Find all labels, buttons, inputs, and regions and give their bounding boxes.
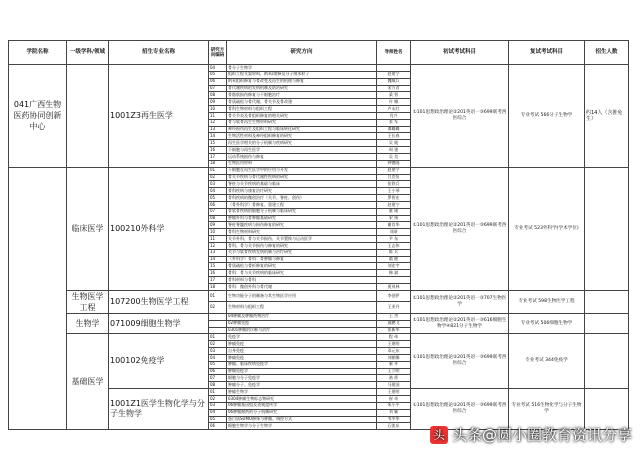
discipline-cell: 临床医学 bbox=[67, 167, 109, 290]
research-direction: 肿瘤免疫 bbox=[227, 354, 377, 361]
research-direction: 骨关节炎及骨组织修复的相关研究 bbox=[227, 112, 377, 119]
enrollment-count bbox=[585, 167, 629, 290]
supervisor-name: 吴 昊 bbox=[377, 153, 411, 160]
dir-code: 08 bbox=[209, 382, 227, 389]
discipline-cell: 生物学 bbox=[67, 313, 109, 334]
header-enrollment: 招生人数 bbox=[585, 41, 629, 65]
research-direction: 关节与软骨疾病发病机制与治疗研究 bbox=[227, 249, 377, 256]
research-direction: （骨外科学）骨修复、重建工程 bbox=[227, 201, 377, 208]
header-direction: 研究方向 bbox=[227, 41, 377, 65]
research-direction: 肿瘤外科与骨肿瘤基础研究 bbox=[227, 215, 377, 222]
supervisor-name: 骆 侨 bbox=[377, 375, 411, 382]
first-exam-subjects: ①101思想政治理论②201英语一③707生物医学 bbox=[411, 290, 509, 313]
enrollment-table bbox=[8, 40, 629, 430]
research-direction: 蛋白质SUMO修饰与肿瘤、调控方式 bbox=[227, 416, 377, 423]
header-college: 学院名称 bbox=[9, 41, 67, 65]
dir-code: 05 bbox=[209, 361, 227, 368]
supervisor-name: 赵建宁 bbox=[377, 71, 411, 78]
first-exam-subjects: ①101思想政治理论②201英语一③616细胞生物学④821分子生物学 bbox=[411, 313, 509, 334]
dir-code bbox=[209, 327, 227, 334]
research-direction: 骨质疏松与骨代谢、骨关节及骨改建 bbox=[227, 99, 377, 106]
research-direction: 骨科：骨与关节疾病的临床研究 bbox=[227, 270, 377, 277]
supervisor-name: 尹 东 bbox=[377, 236, 411, 243]
dir-code: 15 bbox=[209, 140, 227, 147]
dir-code: 07 bbox=[209, 85, 227, 92]
first-exam-subjects: ①101思想政治理论②201英语一③699联考西医综合 bbox=[411, 167, 509, 290]
major-cell: 100210外科学 bbox=[109, 167, 209, 290]
research-direction: 脊柱与关节疾病的基础与临床 bbox=[227, 181, 377, 188]
research-direction: 关节外科、骨与关节损伤、关节置换与运动医学 bbox=[227, 236, 377, 243]
research-direction: 骨科：微创外科与骨代谢 bbox=[227, 284, 377, 291]
first-exam-subjects: ①101思想政治理论②201英语一③699联考西医综合 bbox=[411, 65, 509, 168]
research-direction: 再生医学相关的分子机制与疾病研究 bbox=[227, 140, 377, 147]
dir-code: 13 bbox=[209, 126, 227, 133]
dir-code: 12 bbox=[209, 119, 227, 126]
research-direction: 骨科材料与骨科 bbox=[227, 277, 377, 284]
research-direction: 生物医用材料 bbox=[227, 160, 377, 167]
retest-subjects: 专业考试 523外科学(学术学位) bbox=[509, 167, 585, 290]
dir-code: 13 bbox=[209, 249, 227, 256]
supervisor-name: 翁 健 bbox=[377, 256, 411, 263]
research-direction: 神经损伤再生及组织工程与临床转化研究 bbox=[227, 126, 377, 133]
research-direction: 肿瘤免疫 bbox=[227, 341, 377, 348]
major-cell: 1001Z1医学生物化学与分子生物学 bbox=[109, 389, 209, 430]
header-dir-code: 研究方向编码 bbox=[209, 41, 227, 65]
research-direction: 肿瘤生物学 bbox=[227, 389, 377, 396]
dir-code: 06 bbox=[209, 423, 227, 430]
supervisor-name: 王亚丹 bbox=[377, 302, 411, 314]
research-direction: 生物活性材料及神经组织修复的研究 bbox=[227, 133, 377, 140]
supervisor-name: 王长春 bbox=[377, 133, 411, 140]
dir-code: 04 bbox=[209, 409, 227, 416]
supervisor-name: 张铁兵 bbox=[377, 181, 411, 188]
supervisor-name: 崔 奇 bbox=[377, 395, 411, 402]
supervisor-name: 董 刚 bbox=[377, 208, 411, 215]
supervisor-name: 钟德隆 bbox=[377, 160, 411, 167]
table-row bbox=[9, 313, 629, 320]
supervisor-name: 石凯东 bbox=[377, 423, 411, 430]
toutiao-logo-icon: 头 bbox=[430, 426, 448, 444]
retest-subjects: 专业考试 566分子生物学 bbox=[509, 65, 585, 168]
watermark-text: 头条@圆小圈教育资讯分享 bbox=[451, 426, 632, 444]
supervisor-name bbox=[377, 277, 411, 284]
research-direction: 0304肿瘤生物标志物研究 bbox=[227, 395, 377, 402]
dir-code: 16 bbox=[209, 147, 227, 154]
supervisor-name: 赵建宁 bbox=[377, 167, 411, 174]
dir-code: 17 bbox=[209, 153, 227, 160]
retest-subjects: 专业考试 506细胞生物学 bbox=[509, 313, 585, 334]
supervisor-name: 王建明 bbox=[377, 341, 411, 348]
header-discipline: 一级学科/领域 bbox=[67, 41, 109, 65]
dir-code: 17 bbox=[209, 277, 227, 284]
dir-code: 18 bbox=[209, 284, 227, 291]
research-direction: 骨与软骨再生生物材料研究 bbox=[227, 119, 377, 126]
discipline-cell: 生物医学工程 bbox=[67, 290, 109, 313]
supervisor-name: 韦中华 bbox=[377, 416, 411, 423]
dir-code: 02 bbox=[209, 395, 227, 402]
dir-code: 05 bbox=[209, 416, 227, 423]
table-row bbox=[9, 334, 629, 341]
supervisor-name: 宋 扬 bbox=[377, 215, 411, 222]
header-supervisor: 导师姓名 bbox=[377, 41, 411, 65]
research-direction: 生物材料与组织工程 bbox=[227, 302, 377, 314]
dir-code: 12 bbox=[209, 242, 227, 249]
supervisor-name: 刘颂 bbox=[377, 229, 411, 236]
supervisor-name: 韩 斌 bbox=[377, 270, 411, 277]
dir-code: 18 bbox=[209, 160, 227, 167]
retest-subjects: 专业考试 598生物医学工程 bbox=[509, 290, 585, 313]
supervisor-name: 魏顺兵 bbox=[377, 78, 411, 85]
supervisor-name: 梁 智 bbox=[377, 92, 411, 99]
supervisor-name: 谢肖华 bbox=[377, 222, 411, 229]
dir-code: 08 bbox=[209, 92, 227, 99]
research-direction: 骨质疏松与骨折修复的研究 bbox=[227, 263, 377, 270]
dir-code: 05 bbox=[209, 195, 227, 202]
dir-code: 10 bbox=[209, 229, 227, 236]
major-cell: 071009细胞生物学 bbox=[109, 313, 209, 334]
header-row bbox=[9, 41, 629, 65]
dir-code: 05 bbox=[209, 71, 227, 78]
dir-code: 03 bbox=[209, 348, 227, 355]
research-direction: 肿瘤免疫学 bbox=[227, 368, 377, 375]
supervisor-name: 朱小平 bbox=[377, 402, 411, 409]
dir-code: 15 bbox=[209, 263, 227, 270]
research-direction: 骨科、骨与关节损伤与修复的研究 bbox=[227, 242, 377, 249]
research-direction: 生物功能分子的制备与其生物医学应用 bbox=[227, 290, 377, 302]
watermark bbox=[430, 424, 632, 445]
dir-code bbox=[209, 313, 227, 320]
college-name: 041广西生物医药协同创新中心 bbox=[9, 65, 67, 168]
research-direction: 肿瘤、临床疾病免疫学 bbox=[227, 361, 377, 368]
retest-subjects: 专业考试 344免疫学 bbox=[509, 334, 585, 389]
discipline-cell bbox=[67, 65, 109, 168]
research-direction: 组织工程支架材料、纳米/缓释及分子纳米粒子 bbox=[227, 71, 377, 78]
research-direction: （外科学）骨科：骨肿瘤与修复 bbox=[227, 256, 377, 263]
dir-code: 07 bbox=[209, 208, 227, 215]
supervisor-name: 刘朝娜 bbox=[377, 354, 411, 361]
research-direction: 骨分子生物学 bbox=[227, 65, 377, 72]
supervisor-name: 王建明 bbox=[377, 389, 411, 396]
dir-code: 01 bbox=[209, 167, 227, 174]
research-direction: 02肿瘤免疫 bbox=[227, 320, 377, 327]
dir-code: 07 bbox=[209, 375, 227, 382]
enrollment-count bbox=[585, 334, 629, 389]
research-direction: 细胞生物学与分子生物学 bbox=[227, 423, 377, 430]
dir-code: 01 bbox=[209, 389, 227, 396]
dir-code: 08 bbox=[209, 215, 227, 222]
supervisor-name: 刘 颖 bbox=[377, 409, 411, 416]
dir-code: 04 bbox=[209, 188, 227, 195]
research-direction: 骨关节疾病与骨代谢性疾病的研究 bbox=[227, 174, 377, 181]
dir-code: 09 bbox=[209, 99, 227, 106]
header-major: 招生专业名称 bbox=[109, 41, 209, 65]
research-direction: 肿瘤分子、免疫学 bbox=[227, 382, 377, 389]
supervisor-name bbox=[377, 65, 411, 72]
research-direction: 干细胞与再生医学 bbox=[227, 147, 377, 154]
research-direction: 04肿瘤及肿瘤药物治疗 bbox=[227, 313, 377, 320]
research-direction: 脊柱脊髓疾病与损伤修复的研究 bbox=[227, 222, 377, 229]
supervisor-name: 陈 兵 bbox=[377, 249, 411, 256]
supervisor-name: 秦 卉 bbox=[377, 361, 411, 368]
supervisor-name: 肖兴 bbox=[377, 112, 411, 119]
research-direction: 纳米组织修复与骨改变及再生的机理与修复 bbox=[227, 78, 377, 85]
dir-code: 06 bbox=[209, 201, 227, 208]
research-direction: 骨科生物材料研究 bbox=[227, 229, 377, 236]
retest-subjects: 专业考试 516生物化学与分子生物学 bbox=[509, 389, 585, 430]
supervisor-name: 王小琴 bbox=[377, 188, 411, 195]
research-direction: 骨骼肌损伤修复与干细胞治疗 bbox=[227, 92, 377, 99]
research-direction: 骨科疾病的微创治疗（关节、脊柱、创伤） bbox=[227, 195, 377, 202]
dir-code: 10 bbox=[209, 106, 227, 113]
supervisor-name: 张 军 bbox=[377, 119, 411, 126]
table-row bbox=[9, 167, 629, 174]
major-cell: 1001Z3再生医学 bbox=[109, 65, 209, 168]
supervisor-name: 罗智宏 bbox=[377, 195, 411, 202]
enrollment-count bbox=[585, 313, 629, 334]
table-row bbox=[9, 290, 629, 302]
dir-code: 03 bbox=[209, 402, 227, 409]
dir-code: 09 bbox=[209, 222, 227, 229]
dir-code: 06 bbox=[209, 368, 227, 375]
dir-code: 04 bbox=[209, 65, 227, 72]
table-row bbox=[9, 65, 629, 72]
dir-code: 02 bbox=[209, 302, 227, 314]
dir-code: 11 bbox=[209, 112, 227, 119]
research-direction: 自身免疫 bbox=[227, 348, 377, 355]
research-direction: 运动系统损伤与修复 bbox=[227, 153, 377, 160]
research-direction: 骨软骨疾病的细胞分子机制与临床研究 bbox=[227, 208, 377, 215]
research-direction: 骨代谢疾病的发病机制及防治研究 bbox=[227, 85, 377, 92]
dir-code: 06 bbox=[209, 78, 227, 85]
supervisor-name: 谭璐璐 bbox=[377, 126, 411, 133]
enrollment-count: 约14人（含推免生） bbox=[585, 65, 629, 168]
dir-code: 11 bbox=[209, 236, 227, 243]
research-direction: 06肿瘤耐药的分子机制研究 bbox=[227, 409, 377, 416]
supervisor-name: 王立明 bbox=[377, 368, 411, 375]
dir-code: 02 bbox=[209, 174, 227, 181]
supervisor-name: 周 建 bbox=[377, 147, 411, 154]
research-direction: 骨科疾病与康复治疗研究 bbox=[227, 188, 377, 195]
dir-code: 14 bbox=[209, 133, 227, 140]
first-exam-subjects: ①101思想政治理论②201英语一③699联考西医综合 bbox=[411, 334, 509, 389]
header-first-exam: 初试考试科目 bbox=[411, 41, 509, 65]
college-empty bbox=[9, 167, 67, 430]
supervisor-name: 戚鹏飞 bbox=[377, 320, 411, 327]
research-direction: 免疫学 bbox=[227, 334, 377, 341]
dir-code: 01 bbox=[209, 334, 227, 341]
dir-code bbox=[209, 320, 227, 327]
dir-code: 02 bbox=[209, 341, 227, 348]
supervisor-name: 刘宏宇 bbox=[377, 263, 411, 270]
dir-code: 01 bbox=[209, 290, 227, 302]
supervisor-name: 李创伊 bbox=[377, 290, 411, 302]
supervisor-name: 程 伟 bbox=[377, 334, 411, 341]
dir-code: 04 bbox=[209, 354, 227, 361]
major-cell: 107200生物医学工程 bbox=[109, 290, 209, 313]
supervisor-name: 马建国 bbox=[377, 382, 411, 389]
supervisor-name: 许 娜 bbox=[377, 99, 411, 106]
supervisor-name: 张新华 bbox=[377, 327, 411, 334]
supervisor-name: 王志伟 bbox=[377, 242, 411, 249]
supervisor-name: 卢永红 bbox=[377, 106, 411, 113]
supervisor-name: 吕克恒 bbox=[377, 174, 411, 181]
dir-code: 16 bbox=[209, 270, 227, 277]
dir-code: 03 bbox=[209, 181, 227, 188]
research-direction: 骨科生物材料与组织工程 bbox=[227, 106, 377, 113]
supervisor-name: 邓元东 bbox=[377, 348, 411, 355]
research-direction: 0301肿瘤的诊断与治疗 bbox=[227, 327, 377, 334]
dir-code: 14 bbox=[209, 256, 227, 263]
supervisor-name: 贾茂林 bbox=[377, 284, 411, 291]
major-cell: 100102免疫学 bbox=[109, 334, 209, 389]
first-exam-subjects: ①101思想政治理论②201英语一③699联考西医综合 bbox=[411, 389, 509, 430]
research-direction: 干细胞在再生医学中的应用与开发 bbox=[227, 167, 377, 174]
discipline-cell: 基础医学 bbox=[67, 334, 109, 430]
supervisor-name: 宋万君 bbox=[377, 85, 411, 92]
header-retest: 复试考试科目 bbox=[509, 41, 585, 65]
supervisor-name: 吴 媛 bbox=[377, 140, 411, 147]
research-direction: 06肿瘤基因组及表观遗传学 bbox=[227, 402, 377, 409]
supervisor-name: 王 杰 bbox=[377, 313, 411, 320]
supervisor-name: 赵建宁 bbox=[377, 201, 411, 208]
enrollment-count bbox=[585, 290, 629, 313]
research-direction: 细胞与分子免疫学 bbox=[227, 375, 377, 382]
